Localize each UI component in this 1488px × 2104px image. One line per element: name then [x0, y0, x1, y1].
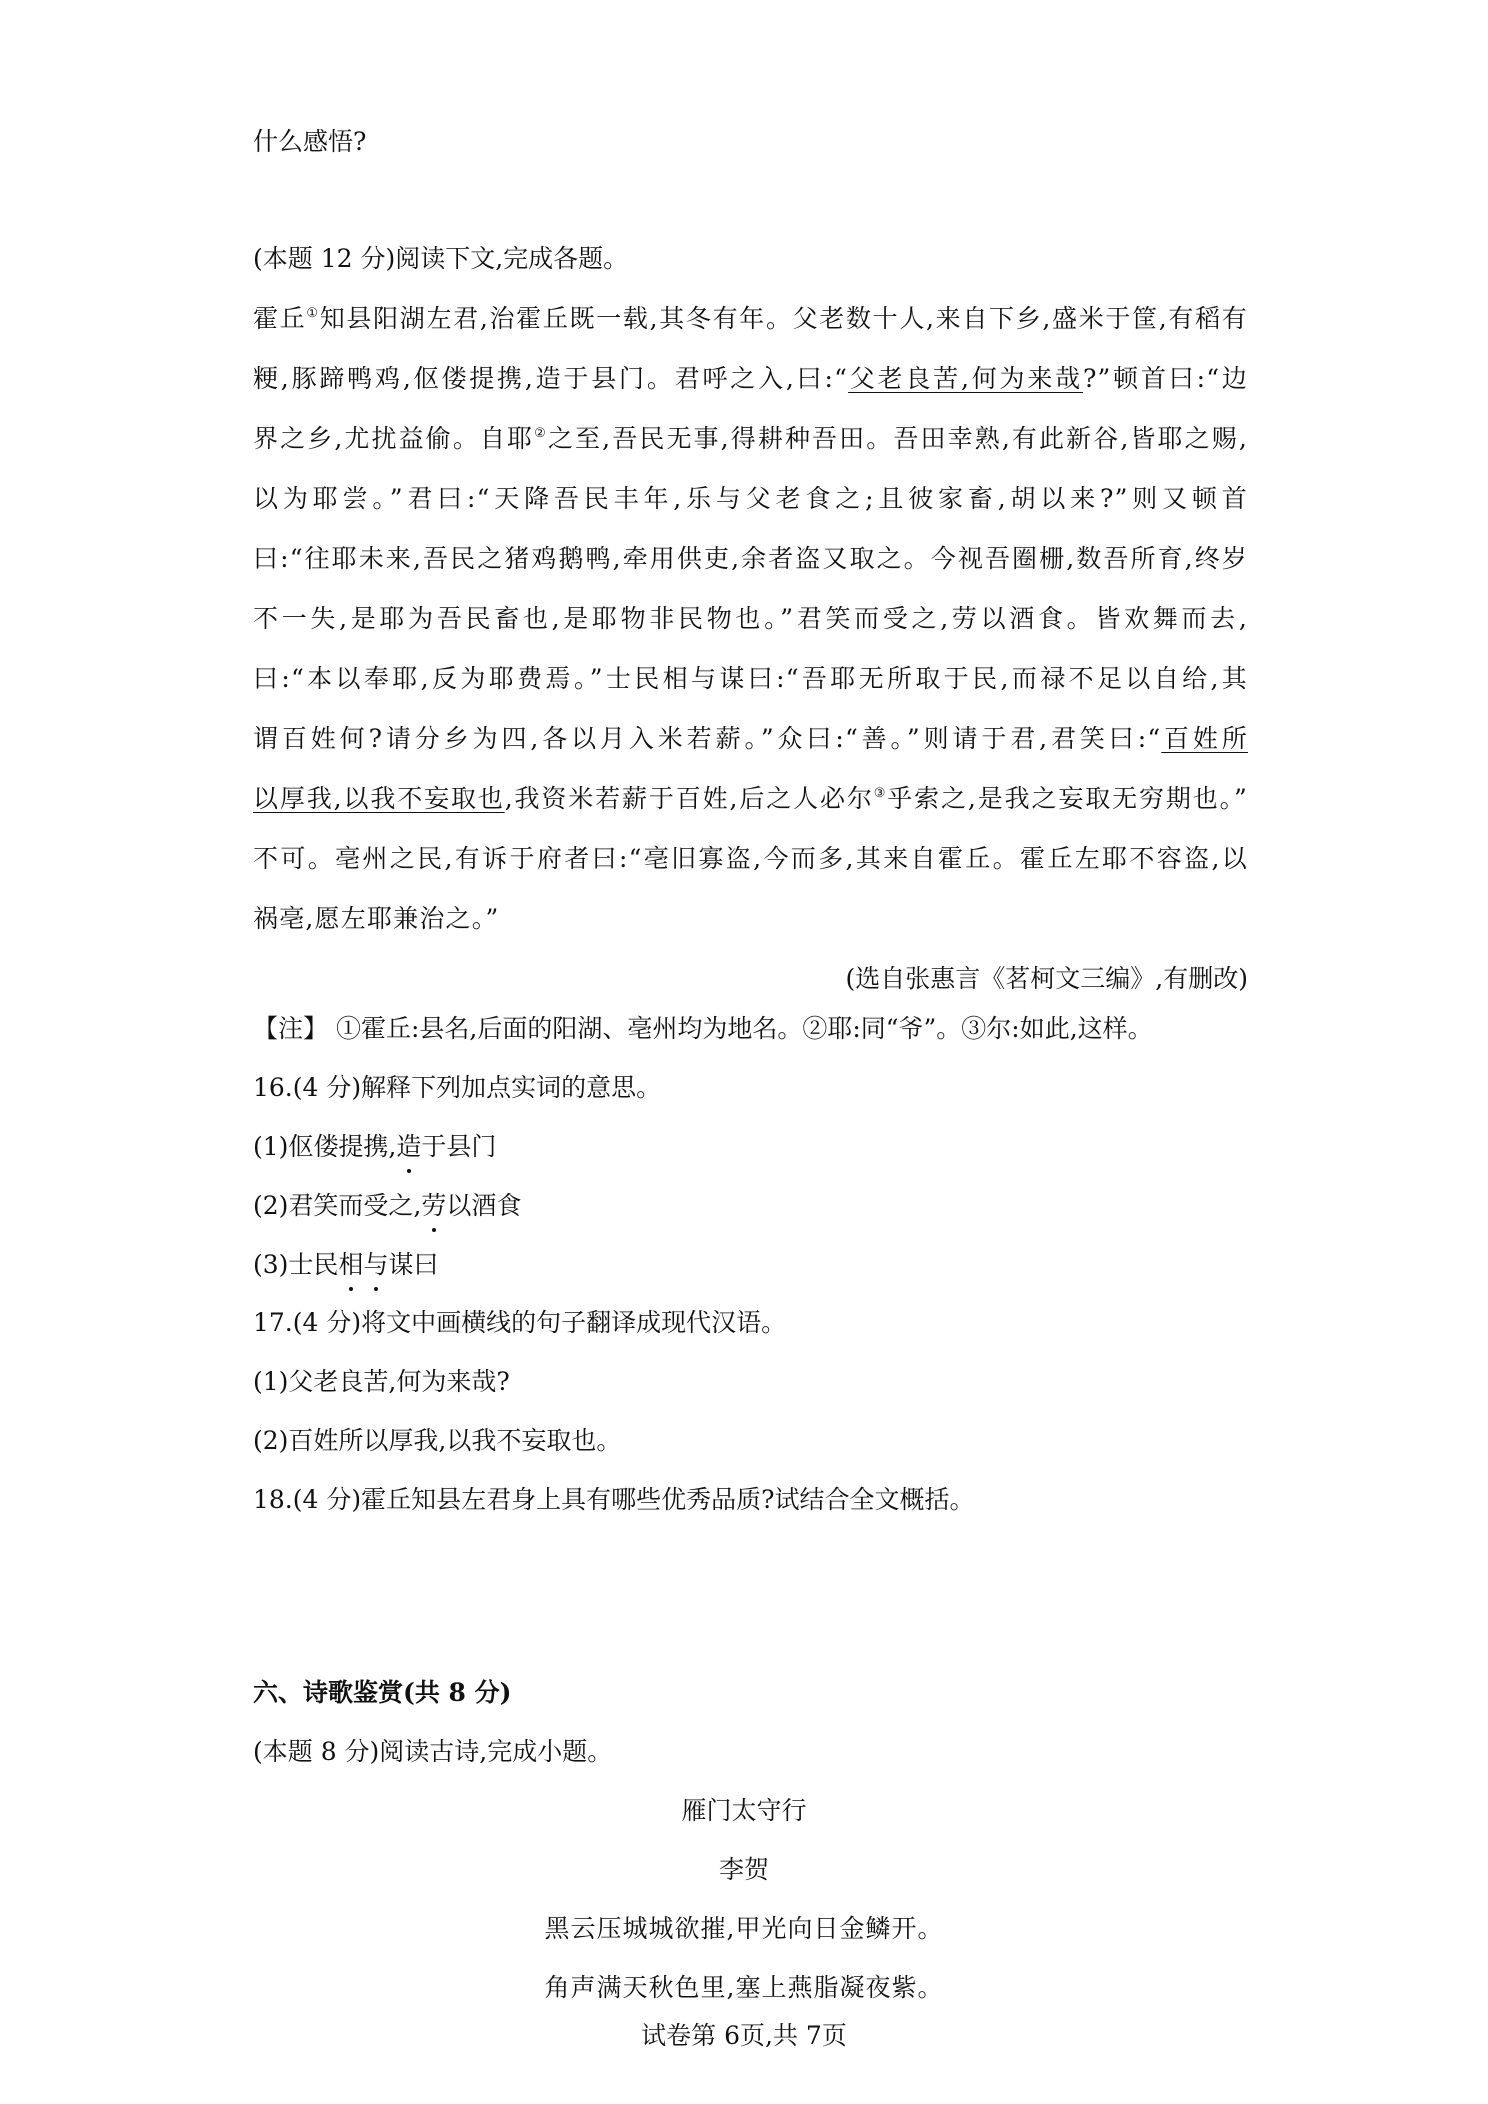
- footnote-marker-3: ③: [873, 786, 888, 801]
- annotation-note: 【注】 ①霍丘:县名,后面的阳湖、亳州均为地名。②耶:同“爷”。③尔:如此,这样。: [253, 1014, 1153, 1043]
- passage-line-5: 曰:“往耶未来,吾民之猪鸡鹅鸭,牵用供吏,余者盗又取之。今视吾圈栅,数吾所育,终岁: [253, 544, 1248, 573]
- poem-line-2: 角声满天秋色里,塞上燕脂凝夜紫。: [544, 1973, 944, 2002]
- passage-line-2: 粳,豚蹄鸭鸡,伛偻提携,造于县门。君呼之入,曰:“父老良苦,何为来哉?”顿首曰:“边: [253, 364, 1249, 393]
- section6-heading: 六、诗歌鉴赏(共 8 分): [253, 1678, 512, 1707]
- footnote-marker-1: ①: [306, 306, 320, 321]
- poem-title: 雁门太守行: [681, 1796, 807, 1825]
- passage-line-11: 祸亳,愿左耶兼治之。”: [253, 904, 500, 933]
- underlined-sentence-2a: 百姓所: [1161, 724, 1248, 753]
- underlined-sentence-2b: 以厚我,以我不妄取也: [253, 784, 505, 813]
- question-16-stem: 16.(4 分)解释下列加点实词的意思。: [253, 1073, 662, 1102]
- passage-line-6: 不一失,是耶为吾民畜也,是耶物非民物也。”君笑而受之,劳以酒食。皆欢舞而去,: [253, 604, 1248, 633]
- dotted-char: 劳: [421, 1189, 446, 1223]
- passage-line-7: 曰:“本以奉耶,反为耶费焉。”士民相与谋曰:“吾耶无所取于民,而禄不足以自给,其: [253, 664, 1248, 693]
- question-18-stem: 18.(4 分)霍丘知县左君身上具有哪些优秀品质?试结合全文概括。: [253, 1485, 975, 1514]
- passage-line-10: 不可。亳州之民,有诉于府者曰:“亳旧寡盗,今而多,其来自霍丘。霍丘左耶不容盗,以: [253, 844, 1248, 873]
- question-17-stem: 17.(4 分)将文中画横线的句子翻译成现代汉语。: [253, 1308, 787, 1337]
- section5-intro: (本题 12 分)阅读下文,完成各题。: [253, 244, 629, 273]
- passage-line-9: 以厚我,以我不妄取也,我资米若薪于百姓,后之人必尔③乎索之,是我之妄取无穷期也。”: [253, 784, 1248, 813]
- question-17-item-1: (1)父老良苦,何为来哉?: [253, 1367, 510, 1396]
- passage-line-3: 界之乡,尤扰益偷。自耶②之至,吾民无事,得耕种吾田。吾田幸熟,有此新谷,皆耶之赐,: [253, 424, 1248, 453]
- question-16-item-1: (1)伛偻提携,造于县门: [253, 1130, 1248, 1164]
- passage-line-8: 谓百姓何?请分乡为四,各以月入米若薪。”众曰:“善。”则请于君,君笑曰:“百姓所: [253, 724, 1248, 753]
- source-citation: (选自张惠言《茗柯文三编》,有删改): [845, 964, 1248, 993]
- dotted-char: 相: [338, 1248, 363, 1282]
- previous-question-tail: 什么感悟?: [253, 127, 367, 156]
- passage-line-1: 霍丘①知县阳湖左君,治霍丘既一载,其冬有年。父老数十人,来自下乡,盛米于筐,有稻有: [253, 304, 1248, 333]
- question-16-item-2: (2)君笑而受之,劳以酒食: [253, 1189, 1248, 1223]
- dotted-char: 造: [396, 1130, 421, 1164]
- passage-line-4: 以为耶尝。”君曰:“天降吾民丰年,乐与父老食之;且彼家畜,胡以来?”则又顿首: [253, 484, 1248, 513]
- section6-intro: (本题 8 分)阅读古诗,完成小题。: [253, 1737, 613, 1766]
- page-footer: 试卷第 6页,共 7页: [641, 2021, 847, 2050]
- poem-author: 李贺: [718, 1855, 769, 1884]
- dotted-char: 与: [363, 1248, 388, 1282]
- underlined-sentence-1: 父老良苦,何为来哉: [848, 364, 1083, 393]
- footnote-marker-2: ②: [534, 426, 548, 441]
- poem-line-1: 黑云压城城欲摧,甲光向日金鳞开。: [544, 1914, 944, 1943]
- question-16-item-3: (3)士民相与谋曰: [253, 1248, 1248, 1282]
- question-17-item-2: (2)百姓所以厚我,以我不妄取也。: [253, 1426, 622, 1455]
